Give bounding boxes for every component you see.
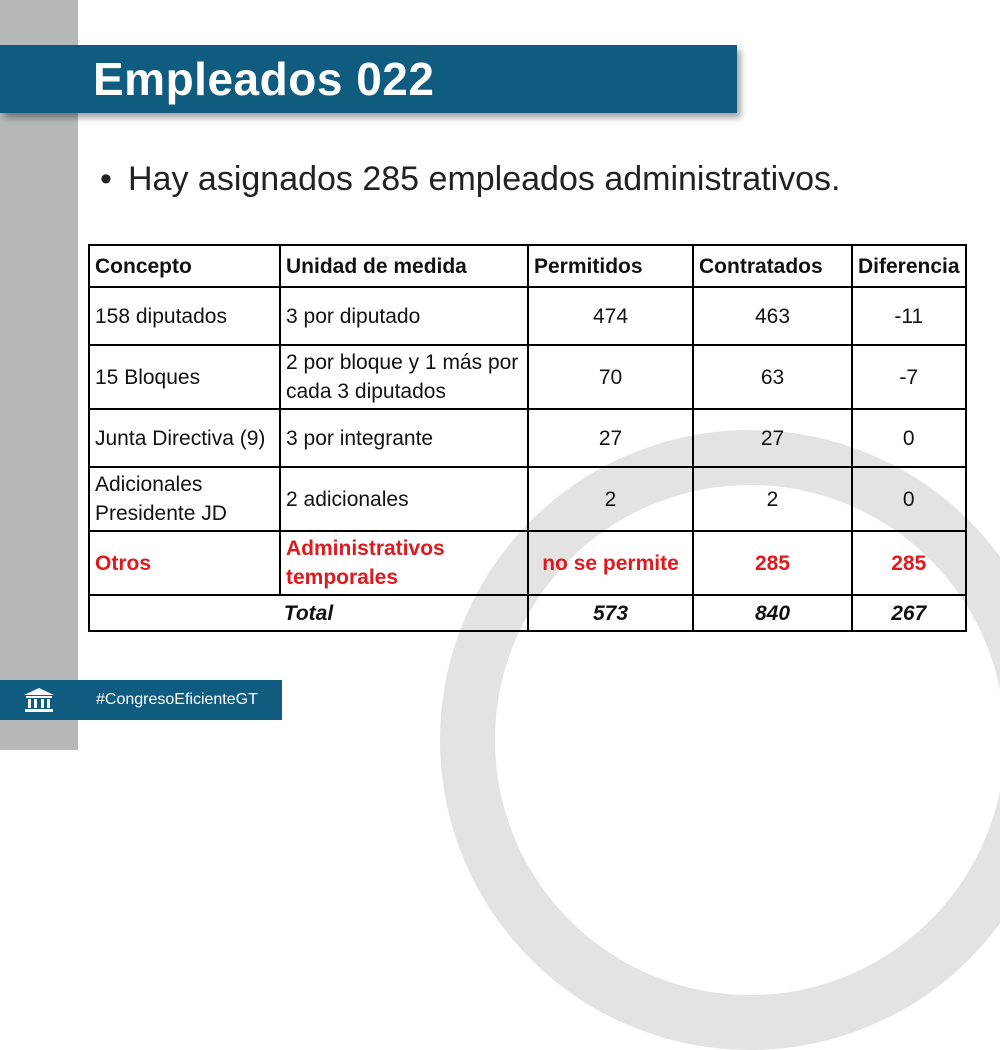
slide-title: Empleados 022 bbox=[93, 53, 435, 105]
title-band bbox=[0, 45, 737, 113]
total-diferencia: 267 bbox=[852, 595, 966, 631]
table-row bbox=[89, 467, 966, 531]
cell-permitidos: 474 bbox=[528, 287, 693, 345]
cell-permitidos: no se permite bbox=[528, 531, 693, 595]
cell-concepto: Junta Directiva (9) bbox=[89, 409, 280, 467]
footer-band bbox=[0, 680, 282, 720]
cell-unidad: 2 por bloque y 1 más por cada 3 diputados bbox=[280, 345, 528, 409]
table-header-row bbox=[89, 245, 966, 287]
footer-hashtag: #CongresoEficienteGT bbox=[96, 691, 258, 708]
cell-unidad: 2 adicionales bbox=[280, 467, 528, 531]
cell-diferencia: 0 bbox=[852, 409, 966, 467]
table-total-row bbox=[89, 595, 966, 631]
cell-concepto: Adicionales Presidente JD bbox=[89, 467, 280, 531]
employees-table bbox=[88, 244, 967, 632]
cell-diferencia: 0 bbox=[852, 467, 966, 531]
cell-contratados: 285 bbox=[693, 531, 852, 595]
bullet-point bbox=[100, 160, 841, 199]
header-unidad: Unidad de medida bbox=[280, 245, 528, 287]
header-diferencia: Diferencia bbox=[852, 245, 966, 287]
header-permitidos: Permitidos bbox=[528, 245, 693, 287]
cell-concepto: 15 Bloques bbox=[89, 345, 280, 409]
total-permitidos: 573 bbox=[528, 595, 693, 631]
bullet-icon: • bbox=[100, 160, 112, 198]
cell-diferencia: -7 bbox=[852, 345, 966, 409]
cell-concepto: Otros bbox=[89, 531, 280, 595]
cell-diferencia: 285 bbox=[852, 531, 966, 595]
congress-building-icon bbox=[22, 687, 56, 713]
cell-permitidos: 27 bbox=[528, 409, 693, 467]
cell-contratados: 463 bbox=[693, 287, 852, 345]
cell-concepto: 158 diputados bbox=[89, 287, 280, 345]
header-contratados: Contratados bbox=[693, 245, 852, 287]
cell-contratados: 2 bbox=[693, 467, 852, 531]
table-row bbox=[89, 409, 966, 467]
table-row bbox=[89, 287, 966, 345]
table-row bbox=[89, 345, 966, 409]
header-concepto: Concepto bbox=[89, 245, 280, 287]
table-row-highlight bbox=[89, 531, 966, 595]
total-contratados: 840 bbox=[693, 595, 852, 631]
cell-contratados: 27 bbox=[693, 409, 852, 467]
cell-unidad: Administrativos temporales bbox=[280, 531, 528, 595]
cell-unidad: 3 por integrante bbox=[280, 409, 528, 467]
total-label: Total bbox=[89, 595, 528, 631]
bullet-text: Hay asignados 285 empleados administrativos. bbox=[128, 160, 841, 198]
cell-diferencia: -11 bbox=[852, 287, 966, 345]
cell-permitidos: 70 bbox=[528, 345, 693, 409]
cell-permitidos: 2 bbox=[528, 467, 693, 531]
cell-contratados: 63 bbox=[693, 345, 852, 409]
cell-unidad: 3 por diputado bbox=[280, 287, 528, 345]
